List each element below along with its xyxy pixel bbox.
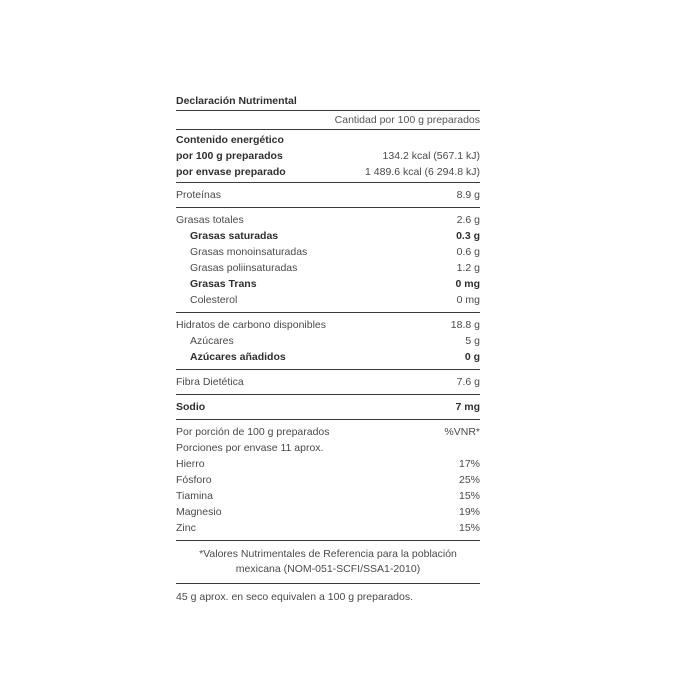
nutrient-value: 5 g (465, 335, 480, 347)
mineral-row (176, 456, 480, 472)
nutrient-label: Proteínas (176, 189, 221, 201)
vnr-column-header: %VNR* (444, 426, 480, 438)
vnr-header-row (176, 424, 480, 440)
nutrient-label: Azúcares añadidos (190, 351, 286, 363)
vnr-footnote (176, 541, 480, 583)
energy-label: por 100 g preparados (176, 150, 283, 162)
nutrient-value: 1.2 g (456, 262, 480, 274)
portions-per-package: Porciones por envase 11 aprox. (176, 442, 324, 454)
protein-section (176, 183, 480, 207)
nutrient-value: 0.3 g (456, 230, 480, 242)
mineral-row (176, 472, 480, 488)
nutrient-label: Grasas Trans (190, 278, 257, 290)
mineral-value: 17% (458, 458, 480, 470)
nutrient-label: Grasas saturadas (190, 230, 279, 242)
nutrient-row (176, 260, 480, 276)
mineral-value: 25% (458, 474, 480, 486)
carbohydrate-section (176, 313, 480, 369)
nutrient-value: 2.6 g (456, 214, 480, 226)
nutrient-row (176, 399, 480, 415)
nutrient-value: 7 mg (455, 401, 480, 413)
mineral-label: Fósforo (176, 474, 212, 486)
energy-label: por envase preparado (176, 166, 286, 178)
nutrient-row (176, 349, 480, 365)
nutrient-row (176, 187, 480, 203)
mineral-row (176, 504, 480, 520)
footnote-line: mexicana (NOM-051-SCFI/SSA1-2010) (235, 563, 421, 575)
preparation-note: 45 g aprox. en seco equivalen a 100 g preparados. (176, 591, 414, 603)
fat-section (176, 208, 480, 312)
energy-heading-row (176, 132, 480, 148)
mineral-row (176, 488, 480, 504)
mineral-label: Zinc (176, 522, 196, 534)
nutrient-row (176, 317, 480, 333)
nutrient-row (176, 333, 480, 349)
nutrient-label: Grasas totales (176, 214, 244, 226)
portions-row (176, 440, 480, 456)
nutrient-value: 0 g (464, 351, 480, 363)
nutrient-label: Azúcares (190, 335, 234, 347)
energy-row (176, 148, 480, 164)
mineral-label: Hierro (176, 458, 205, 470)
mineral-label: Magnesio (176, 506, 222, 518)
mineral-label: Tiamina (176, 490, 213, 502)
energy-value: 1 489.6 kcal (6 294.8 kJ) (365, 166, 480, 178)
nutrient-value: 7.6 g (456, 376, 480, 388)
mineral-value: 15% (458, 490, 480, 502)
energy-section (176, 130, 480, 182)
nutrient-label: Grasas monoinsaturadas (190, 246, 308, 258)
nutrient-label: Sodio (176, 401, 206, 413)
nutrient-row (176, 228, 480, 244)
nutrient-value: 0.6 g (456, 246, 480, 258)
nutrient-value: 0 mg (456, 294, 480, 306)
nutrient-row (176, 292, 480, 308)
nutrient-row (176, 244, 480, 260)
energy-value: 134.2 kcal (567.1 kJ) (382, 150, 480, 162)
energy-heading: Contenido energético (176, 134, 284, 146)
nutrient-row (176, 374, 480, 390)
nutrient-label: Fibra Dietética (176, 376, 244, 388)
fiber-section (176, 370, 480, 394)
nutrient-label: Colesterol (190, 294, 238, 306)
mineral-row (176, 520, 480, 536)
nutrient-value: 8.9 g (456, 189, 480, 201)
footnote-line: *Valores Nutrimentales de Referencia para la población (199, 548, 457, 560)
energy-row (176, 164, 480, 180)
nutrient-label: Hidratos de carbono disponibles (176, 319, 327, 331)
panel-title: Declaración Nutrimental (176, 95, 297, 107)
nutrition-facts-panel (176, 92, 480, 605)
vnr-section (176, 420, 480, 540)
nutrient-value: 18.8 g (450, 319, 480, 331)
nutrient-row (176, 276, 480, 292)
nutrient-label: Grasas poliinsaturadas (190, 262, 298, 274)
vnr-portion-label: Por porción de 100 g preparados (176, 426, 330, 438)
nutrient-row (176, 212, 480, 228)
sodium-section (176, 395, 480, 419)
serving-subheading: Cantidad por 100 g preparados (334, 114, 480, 126)
mineral-value: 15% (458, 522, 480, 534)
mineral-value: 19% (458, 506, 480, 518)
nutrient-value: 0 mg (455, 278, 480, 290)
